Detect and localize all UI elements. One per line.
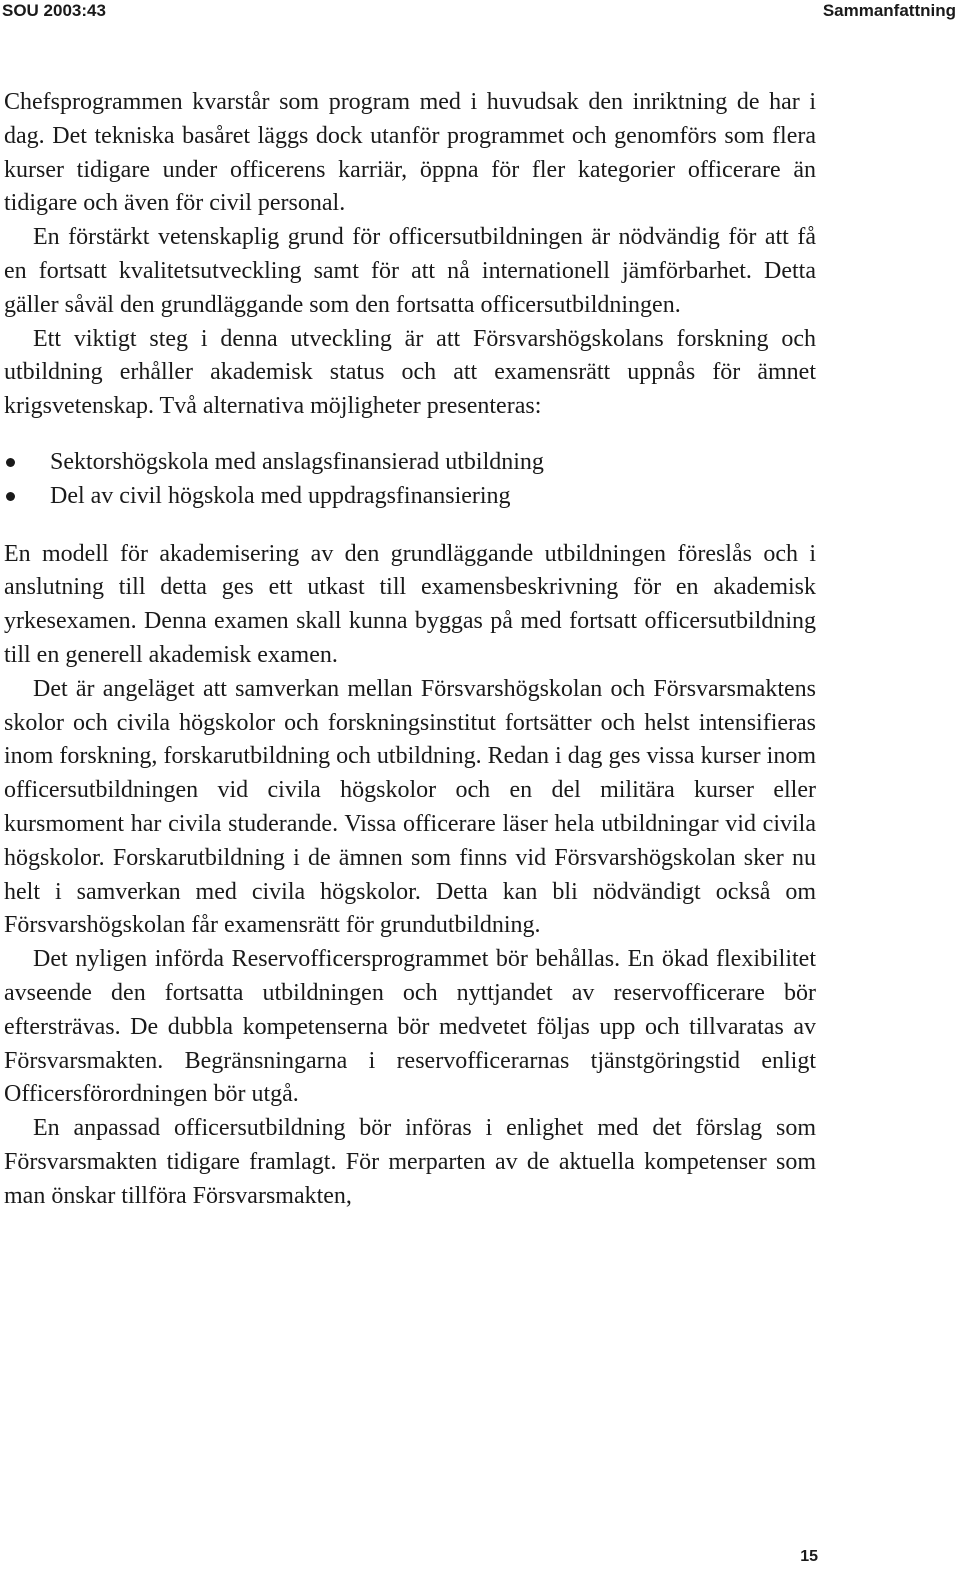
paragraph: Det nyligen införda Reservofficersprogrammet bör behållas. En ökad flexibilitet avseende den fortsatta utbildningen och nyttjandet av reservofficerare bör eftersträvas. De dubbla kompetenserna bör medvetet följas upp och tillvaratas av Försvarsmakten. Begränsningarna i reservofficerarnas tjänstgöringstid enligt Officersförordningen bör utgå. xyxy=(4,946,816,1108)
paragraph: En anpassad officersutbildning bör införas i enlighet med det förslag som Försvarsmakten tidigare framlagt. För merparten av de aktuella kompetenser som man önskar tillföra Försvarsmakten, xyxy=(4,1115,816,1209)
bullet-list xyxy=(4,446,816,514)
body-text xyxy=(4,86,816,1214)
page-number: 15 xyxy=(800,1548,818,1565)
page-header xyxy=(0,0,960,26)
bullet-dot-icon xyxy=(6,458,15,467)
paragraph: Chefsprogrammen kvarstår som program med i huvudsak den inriktning de har i dag. Det tekniska basåret läggs dock utanför programmet och genomförs som flera kurser tidigare under officerens karriär, öppna för fler kategorier officerare än tidigare och även för civil personal. xyxy=(4,89,816,217)
bullet-text: Sektorshögskola med anslagsfinansierad utbildning xyxy=(50,448,544,475)
document-reference: SOU 2003:43 xyxy=(2,1,106,20)
section-title: Sammanfattning xyxy=(822,1,956,20)
bullet-item xyxy=(4,480,816,514)
paragraph: En förstärkt vetenskaplig grund för officersutbildningen är nödvändig för att få en fortsatt kvalitetsutveckling samt för att nå internationell jämförbarhet. Detta gäller såväl den grundläggande som den fortsatta officersutbildningen. xyxy=(4,224,816,318)
bullet-text: Del av civil högskola med uppdragsfinansiering xyxy=(50,482,511,509)
paragraph: Ett viktigt steg i denna utveckling är att Försvarshögskolans forskning och utbildning erhåller akademisk status och att examensrätt uppnås för ämnet krigsvetenskap. Två alternativa möjligheter presenteras: xyxy=(4,325,816,420)
bullet-item xyxy=(4,446,816,480)
bullet-dot-icon xyxy=(6,492,15,501)
paragraph: En modell för akademisering av den grundläggande utbildningen föreslås och i anslutning till detta ges ett utkast till examensbeskrivning för en akademisk yrkesexamen. Denna examen skall kunna byggas på med fortsatt officersutbildning till en generell akademisk examen. xyxy=(4,540,816,668)
paragraph: Det är angeläget att samverkan mellan Försvarshögskolan och Försvarsmaktens skolor och civila högskolor och forskningsinstitut fortsätter och helst intensifieras inom forskning, forskarutbildning och utbildning. Redan i dag ges vissa kurser inom officersutbildningen vid civila högskolor och en del militära kurser eller kursmoment har civila studerande. Vissa officerare läser hela utbildningar vid civila högskolor. Forskarutbildning i de ämnen som finns vid Försvarshögskolan sker nu helt i samverkan med civila högskolor. Detta kan bli nödvändigt också om Försvarshögskolan får examensrätt för grundutbildning. xyxy=(4,675,816,939)
